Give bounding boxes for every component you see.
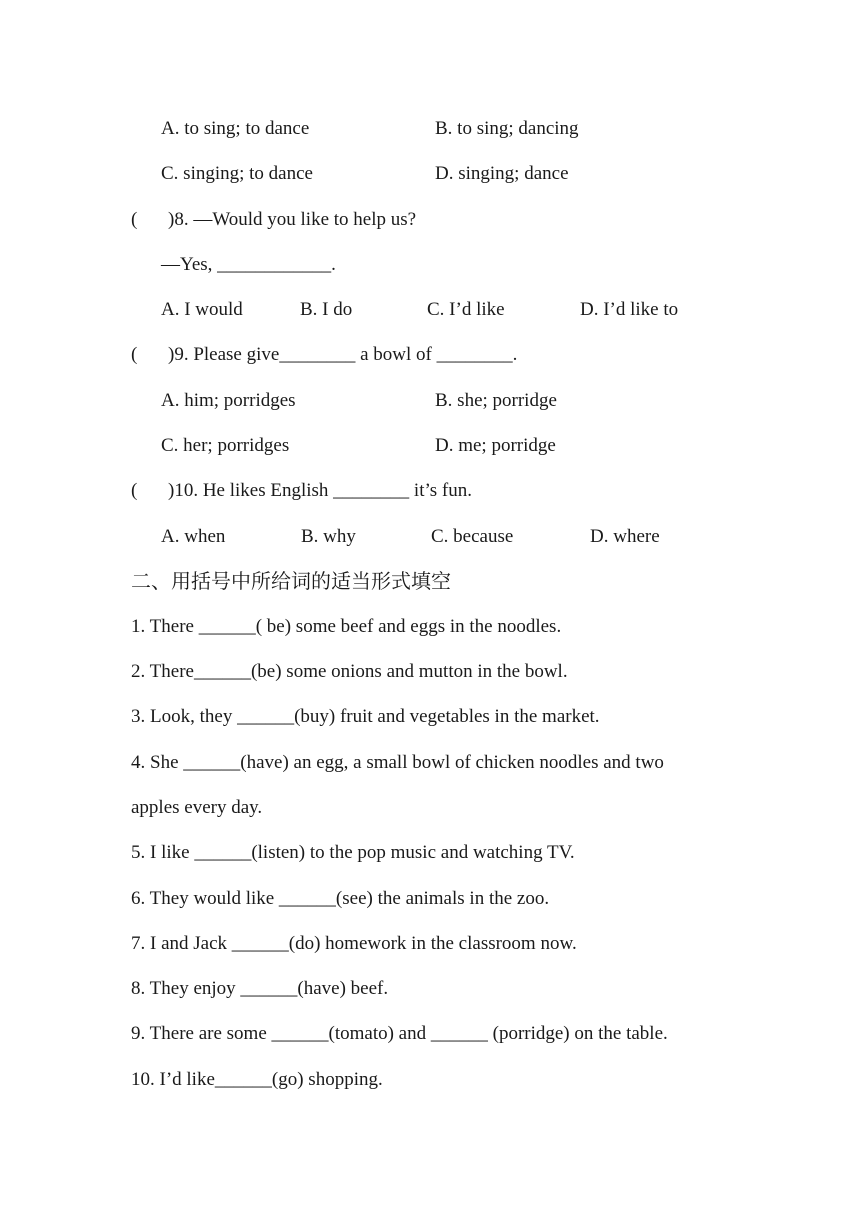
q10-option-c: C. because (431, 526, 514, 547)
q9-answer-paren: ( (131, 344, 138, 365)
fill-item-8: 8. They enjoy ______(have) beef. (131, 978, 389, 999)
q8-answer-paren: ( (131, 209, 138, 230)
q7-option-b: B. to sing; dancing (435, 118, 579, 139)
fill-item-7: 7. I and Jack ______(do) homework in the classroom now. (131, 933, 577, 954)
q9-option-c: C. her; porridges (161, 435, 290, 456)
q10-answer-paren: ( (131, 480, 138, 501)
fill-item-4: 4. She ______(have) an egg, a small bowl of chicken noodles and two (131, 752, 664, 773)
q9-option-d: D. me; porridge (435, 435, 556, 456)
q9-option-b: B. she; porridge (435, 390, 557, 411)
q10-option-a: A. when (161, 526, 226, 547)
fill-item-10: 10. I’d like______(go) shopping. (131, 1069, 383, 1090)
fill-item-4-continued: apples every day. (131, 797, 263, 818)
q10-stem: )10. He likes English ________ it’s fun. (168, 480, 472, 501)
q9-option-a: A. him; porridges (161, 390, 296, 411)
q10-option-b: B. why (301, 526, 356, 547)
section-heading: 二、用括号中所给词的适当形式填空 (131, 569, 451, 593)
q7-option-a: A. to sing; to dance (161, 118, 310, 139)
q8-option-b: B. I do (300, 299, 353, 320)
q10-option-d: D. where (590, 526, 660, 547)
fill-item-2: 2. There______(be) some onions and mutton in the bowl. (131, 661, 568, 682)
q8-option-c: C. I’d like (427, 299, 505, 320)
q8-reply: —Yes, ____________. (161, 254, 336, 275)
q8-option-d: D. I’d like to (580, 299, 679, 320)
fill-item-9: 9. There are some ______(tomato) and ______ (porridge) on the table. (131, 1023, 668, 1044)
fill-item-6: 6. They would like ______(see) the animals in the zoo. (131, 888, 550, 909)
fill-item-3: 3. Look, they ______(buy) fruit and vegetables in the market. (131, 706, 600, 727)
q8-stem: )8. —Would you like to help us? (168, 209, 417, 230)
fill-item-1: 1. There ______( be) some beef and eggs in the noodles. (131, 616, 562, 637)
q7-option-c: C. singing; to dance (161, 163, 313, 184)
fill-item-5: 5. I like ______(listen) to the pop music and watching TV. (131, 842, 575, 863)
q8-option-a: A. I would (161, 299, 243, 320)
q9-stem: )9. Please give________ a bowl of ________. (168, 344, 518, 365)
q7-option-d: D. singing; dance (435, 163, 569, 184)
